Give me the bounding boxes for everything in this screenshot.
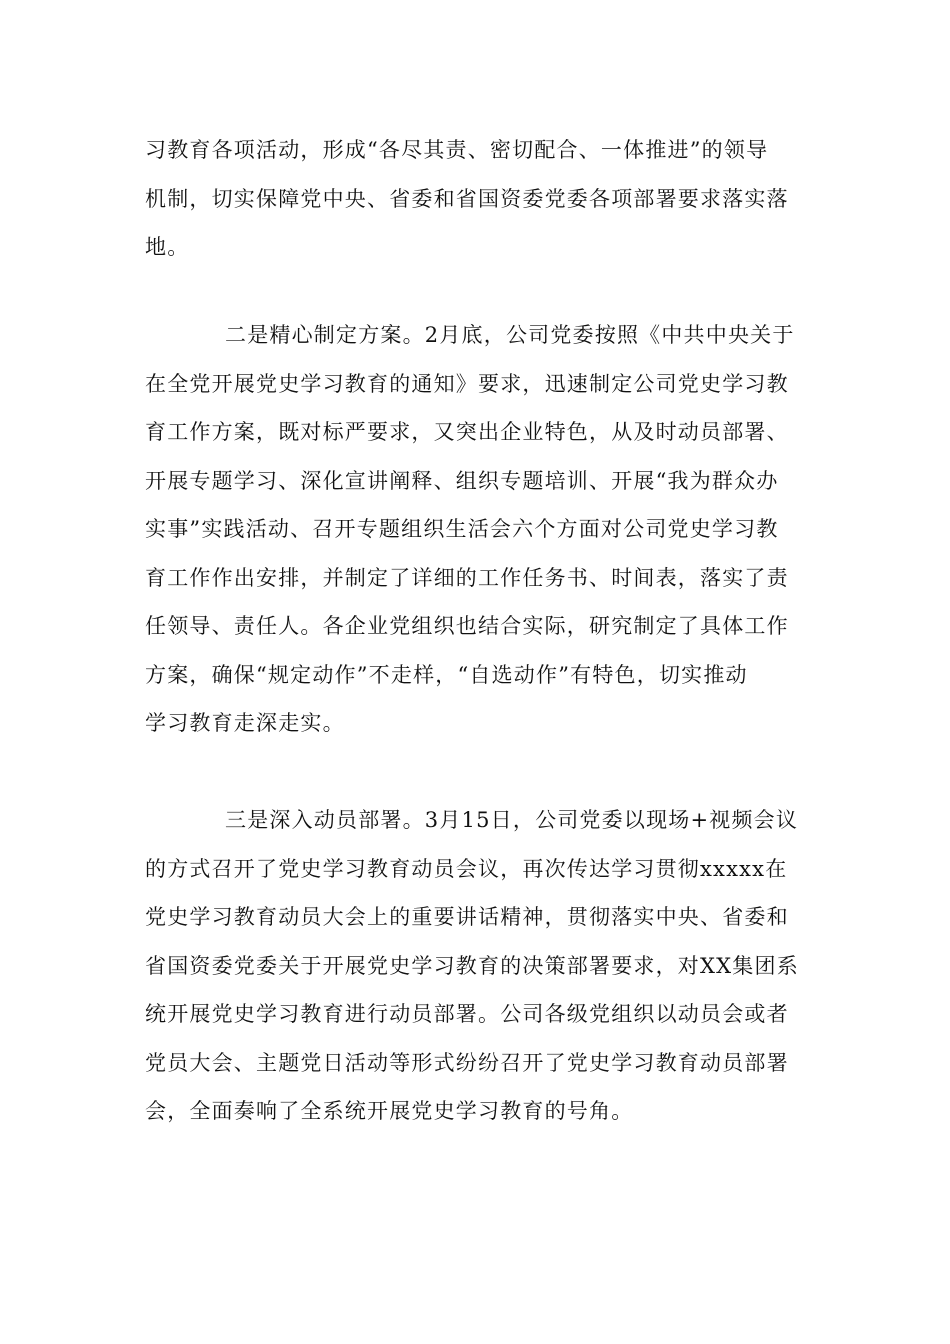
text-line: 省国资委党委关于开展党史学习教育的决策部署要求，对XX集团系 <box>145 953 799 978</box>
text-line: 会，全面奏响了全系统开展党史学习教育的号角。 <box>145 1099 634 1123</box>
text-line: 方案，确保“规定动作”不走样，“自选动作”有特色，切实推动 <box>145 662 748 687</box>
text-line: 机制，切实保障党中央、省委和省国资委党委各项部署要求落实落 <box>145 186 789 211</box>
text-line: 统开展党史学习教育进行动员部署。公司各级党组织以动员会或者 <box>145 1002 789 1026</box>
text-line: 开展专题学习、深化宣讲阐释、组织专题培训、开展“我为群众办 <box>145 468 779 493</box>
text-line: 党员大会、主题党日活动等形式纷纷召开了党史学习教育动员部署 <box>145 1050 789 1075</box>
text-line: 习教育各项活动，形成“各尽其责、密切配合、一体推进”的领导 <box>145 138 769 162</box>
text-line: 实事”实践活动、召开专题组织生活会六个方面对公司党史学习教 <box>145 517 779 541</box>
paragraph-2 <box>145 311 805 748</box>
text-line: 三是深入动员部署。3月15日，公司党委以现场+视频会议 <box>225 808 799 832</box>
text-line: 任领导、责任人。各企业党组织也结合实际，研究制定了具体工作 <box>145 614 789 638</box>
text-line: 在全党开展党史学习教育的通知》要求，迅速制定公司党史学习教 <box>145 371 789 396</box>
paragraph-1 <box>145 126 805 272</box>
paragraph-3 <box>145 796 805 1136</box>
text-line: 的方式召开了党史学习教育动员会议，再次传达学习贯彻xxxxx在 <box>145 856 788 881</box>
text-line: 党史学习教育动员大会上的重要讲话精神，贯彻落实中央、省委和 <box>145 905 789 929</box>
text-line: 地。 <box>145 235 190 259</box>
text-line: 育工作方案，既对标严要求，又突出企业特色，从及时动员部署、 <box>145 420 789 444</box>
text-line: 学习教育走深走实。 <box>145 711 345 735</box>
text-line: 育工作作出安排，并制定了详细的工作任务书、时间表，落实了责 <box>145 565 789 590</box>
text-line: 二是精心制定方案。2月底，公司党委按照《中共中央关于 <box>225 323 795 347</box>
